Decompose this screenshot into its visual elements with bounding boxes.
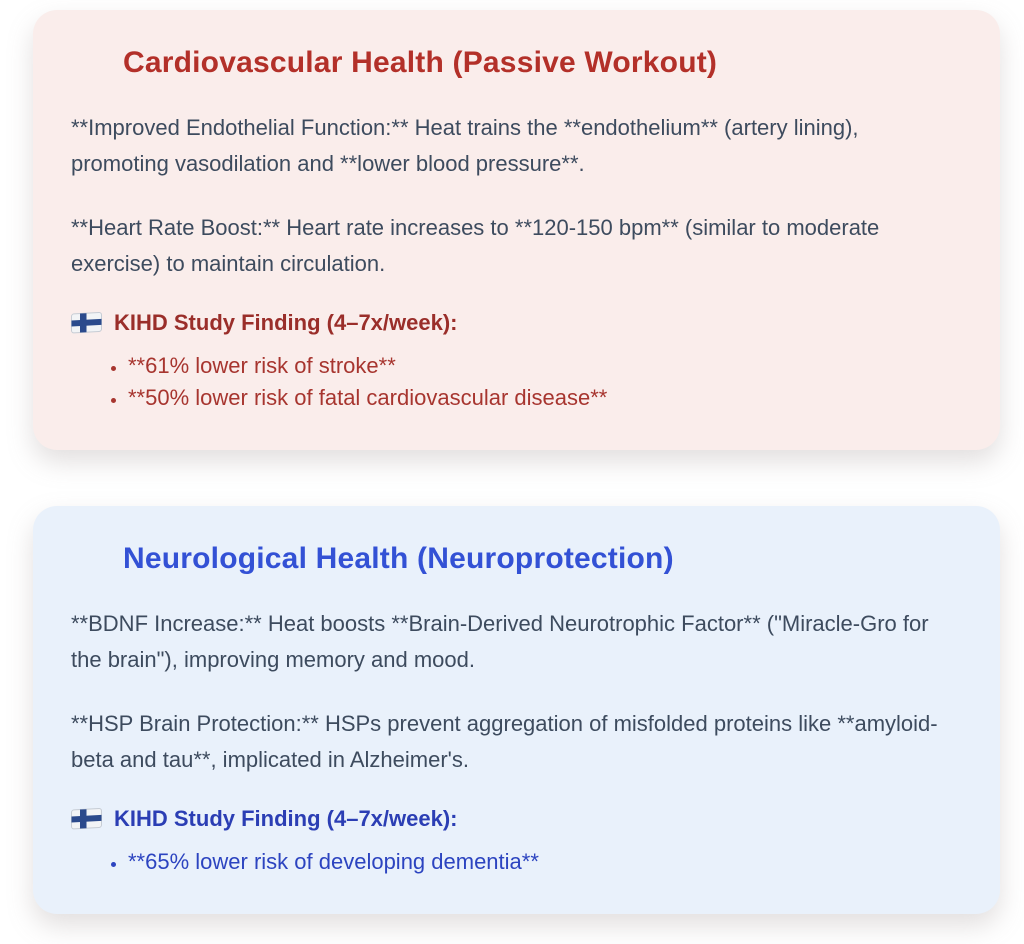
- list-item-stroke: • **61% lower risk of stroke**: [128, 350, 951, 382]
- paragraph-hsp: **HSP Brain Protection:** HSPs prevent aggregation of misfolded proteins like **amyloid-beta and tau**, implicated in Alzheimer's.: [71, 711, 938, 772]
- study-finding-label: KIHD Study Finding (4–7x/week):: [114, 310, 458, 335]
- study-finding-heading: [71, 308, 951, 338]
- card-title: Cardiovascular Health (Passive Workout): [123, 46, 718, 79]
- study-finding-heading: [71, 804, 951, 834]
- study-finding-label: KIHD Study Finding (4–7x/week):: [114, 806, 458, 831]
- finland-flag-icon: [71, 312, 102, 334]
- content: [33, 10, 1000, 914]
- paragraph-endothelial: **Improved Endothelial Function:** Heat trains the **endothelium** (artery lining), promoting vasodilation and **lower blood pressure**.: [71, 115, 859, 176]
- paragraph-bdnf: **BDNF Increase:** Heat boosts **Brain-Derived Neurotrophic Factor** ("Miracle-Gro for the brain"), improving memory and mood.: [71, 611, 929, 672]
- card-neurological: [33, 506, 1000, 914]
- list-item-cvd: • **50% lower risk of fatal cardiovascular disease**: [128, 382, 951, 414]
- card-cardiovascular: [33, 10, 1000, 450]
- card-title: Neurological Health (Neuroprotection): [123, 542, 674, 575]
- finding-list: [71, 350, 951, 414]
- finland-flag-icon: [71, 808, 102, 830]
- finding-list: [71, 846, 951, 878]
- paragraph-heart-rate: **Heart Rate Boost:** Heart rate increases to **120-150 bpm** (similar to moderate exercise) to maintain circulation.: [71, 215, 880, 276]
- list-item-dementia: • **65% lower risk of developing dementia**: [128, 846, 951, 878]
